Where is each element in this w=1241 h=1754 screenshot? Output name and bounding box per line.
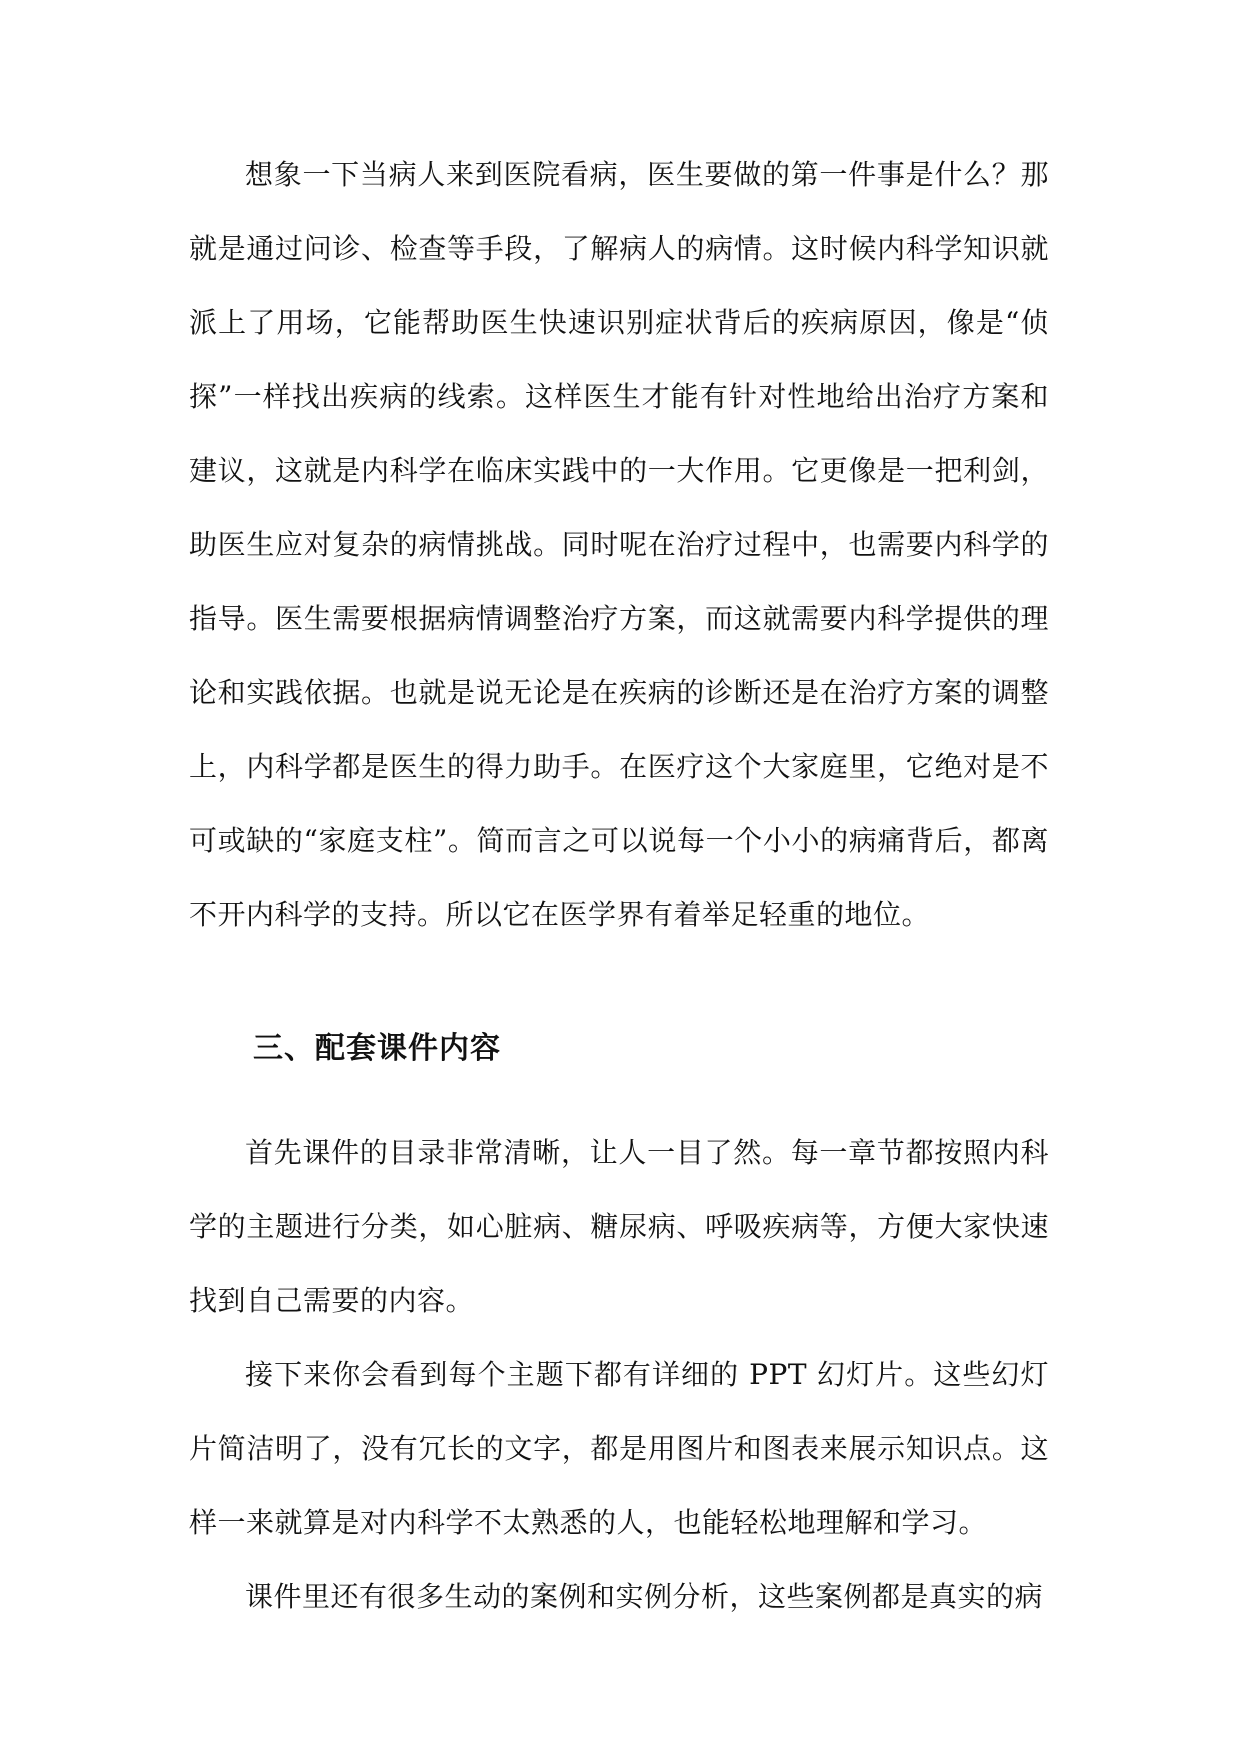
document-body <box>189 138 1049 1634</box>
section-heading: 三、配套课件内容 <box>253 1031 501 1066</box>
paragraph-courseware-cases: 课件里还有很多生动的案例和实例分析，这些案例都是真实的病 <box>245 1580 1044 1613</box>
section-spacer <box>189 952 1049 982</box>
paragraph-courseware-catalog: 首先课件的目录非常清晰，让人一目了然。每一章节都按照内科学的主题进行分类，如心脏病、糖尿病、呼吸疾病等，方便大家快速找到自己需要的内容。 <box>189 1136 1049 1317</box>
paragraph-clinical-role: 想象一下当病人来到医院看病，医生要做的第一件事是什么？那就是通过问诊、检查等手段，了解病人的病情。这时候内科学知识就派上了用场，它能帮助医生快速识别症状背后的疾病原因，像是“侦探”一样找出疾病的线索。这样医生才能有针对性地给出治疗方案和建议，这就是内科学在临床实践中的一大作用。它更像是一把利剑，助医生应对复杂的病情挑战。同时呢在治疗过程中，也需要内科学的指导。医生需要根据病情调整治疗方案，而这就需要内科学提供的理论和实践依据。也就是说无论是在疾病的诊断还是在治疗方案的调整上，内科学都是医生的得力助手。在医疗这个大家庭里，它绝对是不可或缺的“家庭支柱”。简而言之可以说每一个小小的病痛背后，都离不开内科学的支持。所以它在医学界有着举足轻重的地位。 <box>189 158 1049 931</box>
paragraph-courseware-slides: 接下来你会看到每个主题下都有详细的 PPT 幻灯片。这些幻灯片简洁明了，没有冗长的文字，都是用图片和图表来展示知识点。这样一来就算是对内科学不太熟悉的人，也能轻松地理解和学习。 <box>189 1358 1049 1539</box>
